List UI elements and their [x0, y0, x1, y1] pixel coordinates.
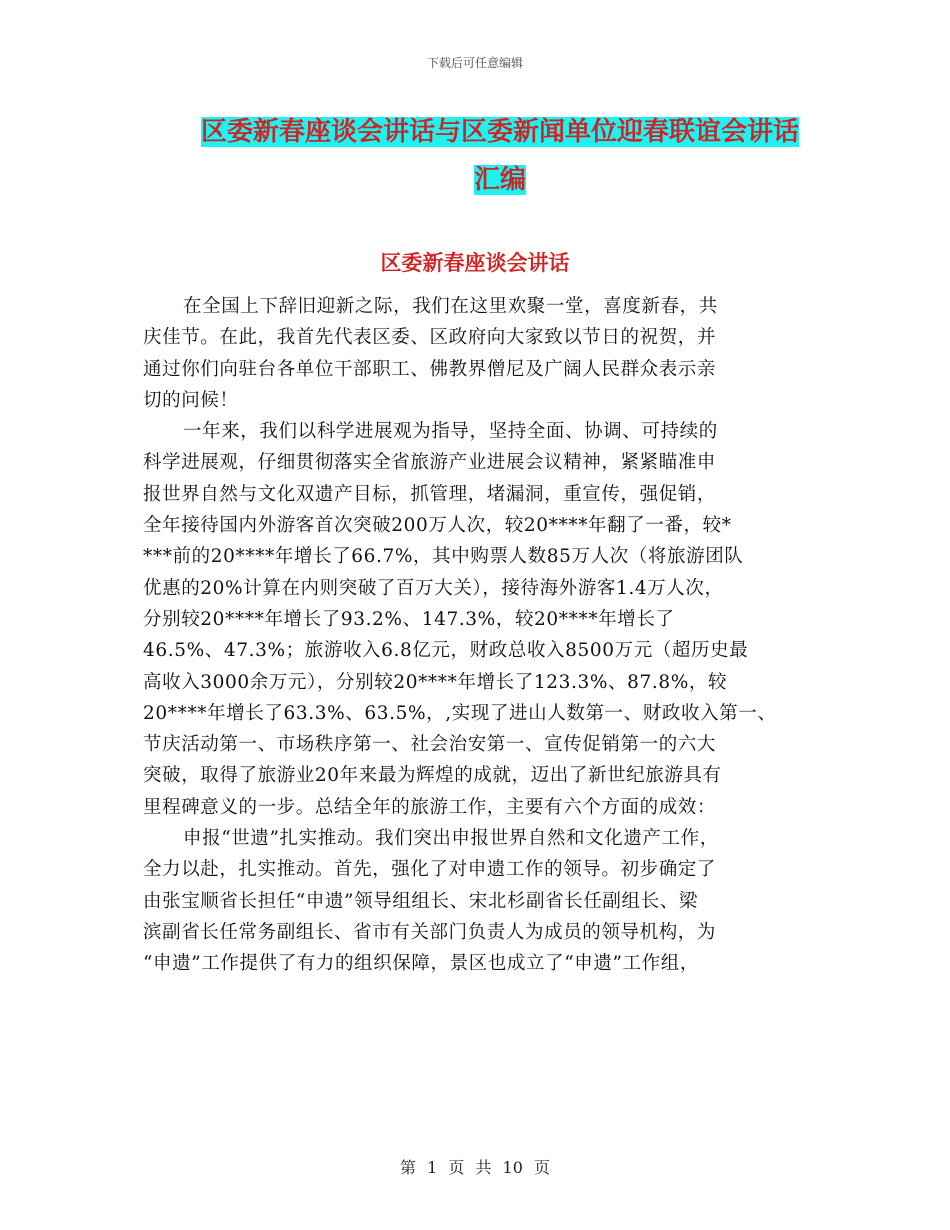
paragraph-line: 节庆活动第一、市场秩序第一、社会治安第一、宣传促销第一的六大 — [143, 734, 717, 756]
paragraph-3 — [143, 823, 815, 979]
document-body — [143, 291, 815, 980]
paragraph-line: 切的问候！ — [143, 389, 239, 411]
header-note: 下载后可任意编辑 — [426, 56, 523, 70]
page-footer — [0, 1155, 950, 1178]
paragraph-line: 通过你们向驻台各单位干部职工、佛教界僧尼及广阔人民群众表示亲 — [143, 358, 717, 380]
paragraph-1 — [143, 291, 815, 416]
paragraph-line: 科学进展观，仔细贯彻落实全省旅游产业进展会议精神，紧紧瞄准申 — [143, 452, 717, 474]
paragraph-line: 申报“世遗”扎实推动。我们突出申报世界自然和文化遗产工作， — [183, 828, 719, 850]
paragraph-line: 报世界自然与文化双遗产目标，抓管理，堵漏洞，重宣传，强促销， — [143, 483, 717, 505]
paragraph-2 — [143, 416, 815, 823]
paragraph-line: 一年来，我们以科学进展观为指导，坚持全面、协调、可持续的 — [183, 421, 718, 443]
paragraph-line: 46.5%、47.3%；旅游收入6.8亿元，财政总收入8500万元（超历史最 — [143, 640, 749, 662]
paragraph-line: 在全国上下辞旧迎新之际，我们在这里欢聚一堂，喜度新春，共 — [183, 296, 718, 317]
footer-prefix: 第 — [399, 1158, 416, 1177]
title-line-2: 汇编 — [473, 165, 526, 195]
paragraph-line: 突破，取得了旅游业20年来最为辉煌的成就，迈出了新世纪旅游具有 — [143, 765, 722, 787]
paragraph-line: 分别较20****年增长了93.2%、147.3%，较20****年增长了 — [143, 608, 675, 630]
paragraph-line: 里程碑意义的一步。总结全年的旅游工作，主要有六个方面的成效： — [143, 796, 717, 818]
paragraph-line: 由张宝顺省长担任“申遗”领导组组长、宋北杉副省长任副组长、梁 — [143, 890, 698, 912]
section-title: 区委新春座谈会讲话 — [380, 251, 570, 275]
footer-suffix: 页 — [534, 1158, 551, 1177]
paragraph-line: 庆佳节。在此，我首先代表区委、区政府向大家致以节日的祝贺，并 — [143, 327, 717, 349]
paragraph-line: ***前的20****年增长了66.7%，其中购票人数85万人次（将旅游团队 — [143, 546, 744, 568]
paragraph-line: 优惠的20%计算在内则突破了百万大关），接待海外游客1.4万人次， — [143, 577, 724, 599]
paragraph-line: 滨副省长任常务副组长、省市有关部门负责人为成员的领导机构，为 — [143, 921, 717, 943]
footer-total-pages: 10 — [502, 1158, 523, 1177]
document-title — [160, 108, 840, 204]
paragraph-line: 全年接待国内外游客首次突破200万人次，较20****年翻了一番，较* — [143, 515, 732, 537]
paragraph-line: 高收入3000余万元），分别较20****年增长了123.3%、87.8%，较 — [143, 671, 728, 693]
paragraph-line: 20****年增长了63.3%、63.5%，,实现了进山人数第一、财政收入第一、 — [143, 702, 777, 724]
paragraph-line: 全力以赴，扎实推动。首先，强化了对申遗工作的领导。初步确定了 — [143, 859, 717, 881]
footer-page-number: 1 — [427, 1158, 438, 1177]
paragraph-line: “申遗”工作提供了有力的组织保障，景区也成立了“申遗”工作组， — [143, 953, 699, 975]
footer-middle: 页 共 — [448, 1158, 492, 1177]
title-line-1: 区委新春座谈会讲话与区委新闻单位迎春联谊会讲话 — [200, 117, 799, 147]
